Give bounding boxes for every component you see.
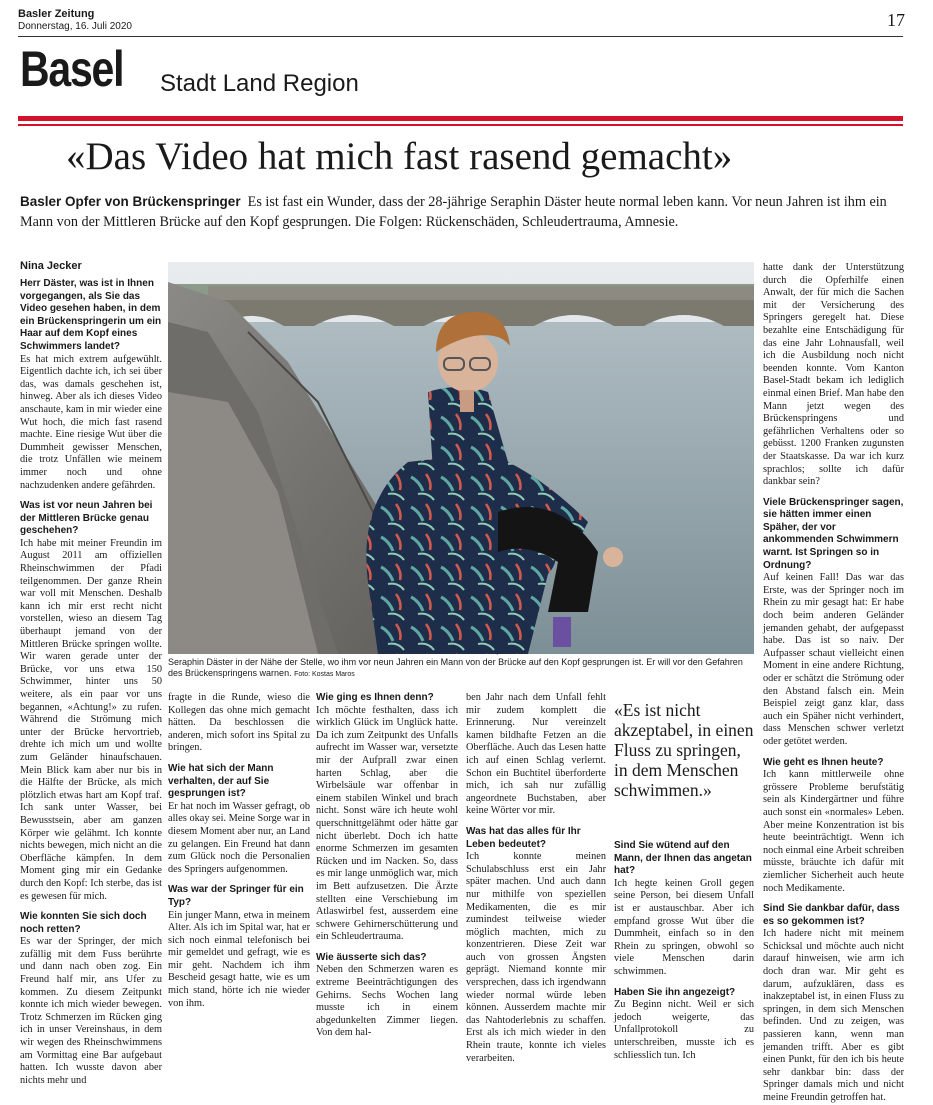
photo-caption <box>168 657 754 680</box>
author-byline: Nina Jecker <box>20 260 82 272</box>
interview-answer: ben Jahr nach dem Unfall fehlt mir zudem komplett die Erinnerung. Nur vereinzelt kamen bildhafte Fetzen an die Oberfläche. Auch das Lesen hatte ich auf einen Schlag verlernt. Schon ein Buchtitel überforderte mich, ich sah nur zufällig angeordnete Buchstaben, aber keine Wörter vor mir. <box>466 692 606 817</box>
interview-question: Wie ging es Ihnen denn? <box>316 692 434 703</box>
publication-date: Donnerstag, 16. Juli 2020 <box>18 21 132 32</box>
interview-question: Viele Brückenspringer sagen, sie hätten immer einen Späher, der vor ankommenden Schwimmern warnt. Ist Springen so in Ordnung? <box>763 496 904 571</box>
section-subtitle: Stadt Land Region <box>160 70 359 97</box>
interview-question: Sind Sie dankbar dafür, dass es so gekommen ist? <box>763 903 900 927</box>
lead-text: Es ist fast ein Wunder, dass der 28-jährige Seraphin Däster heute normal leben kann. Vor neun Jahren ist ihm ein Mann von der Mittleren Brücke auf den Kopf gesprungen. Die Folgen: Rückenschäden, Schleudertrauma, Amnesie. <box>20 194 887 230</box>
interview-answer: fragte in die Runde, wieso die Kollegen das ohne mich gemacht hätten. Da beschlossen die anderen, mich sofort ins Spital zu bringen. <box>168 692 310 754</box>
newspaper-name: Basler Zeitung <box>18 8 95 20</box>
photo-illustration <box>168 262 754 654</box>
interview-answer: Auf keinen Fall! Das war das Erste, was der Springer noch im Rhein zu mir gesagt hat: Er habe doch beim anderen Geländer jemanden gehabt, der aufgepasst habe. Das ist so naiv. Der Aufpasser schaut vielleicht einen Moment in eine andere Richtung, oder er schätzt die Strömung oder den Abstand falsch ein. Mein Beispiel zeigt ganz klar, dass auch ein Späher nicht verhindert, dass Menschen schwer verletzt oder getötet werden. <box>763 572 904 747</box>
interview-answer: Neben den Schmerzen waren es extreme Beeinträchtigungen des Gehirns. Sechs Wochen lang musste ich in einem abgedunkelten Zimmer liegen. Von dem hal- <box>316 964 458 1039</box>
interview-question: Wie geht es Ihnen heute? <box>763 756 884 768</box>
interview-question: Sind Sie wütend auf den Mann, der Ihnen das angetan hat? <box>614 840 752 877</box>
interview-question: Was hat das alles für Ihr Leben bedeutet? <box>466 825 581 850</box>
interview-question: Haben Sie ihn angezeigt? <box>614 986 736 998</box>
interview-question: Was ist vor neun Jahren bei der Mittleren Brücke genau geschehen? <box>20 500 153 537</box>
interview-question: Herr Däster, was ist in Ihnen vorgegangen, als Sie das Video gesehen haben, in dem ein Brückenspringerin um ein Haar auf dem Kopf eines Schwimmers landet? <box>20 278 162 352</box>
article-column-5 <box>614 840 754 1061</box>
interview-answer: Ein junger Mann, etwa in meinem Alter. Als ich im Spital war, hat er sich noch einmal telefonisch bei mir gemeldet und gefragt, wie es mir geht. Nachdem ich ihm Bescheid gesagt hatte, wie es um mich stand, hörte ich nie wieder von ihm. <box>168 909 310 1009</box>
article-column-6 <box>763 262 904 1103</box>
article-column-1 <box>20 278 162 1086</box>
photo-credit: Foto: Kostas Maros <box>294 671 355 678</box>
interview-answer: hatte dank der Unterstützung durch die Opferhilfe einen Anwalt, der für mich die Sachen mit der Versicherung des Springers geregelt hat. Diese bezahlte eine Entschädigung für das eine Jahr Lohnausfall, weil ich die Ausbildung noch nicht beenden konnte. Vom Kanton Basel-Stadt bekam ich lediglich einmal einen Brief. Man habe den Mann jetzt wegen des Brückenspringens und gefährlichen Verhaltens oder so gebüsst. 1200 Franken zugunsten der Staatskasse. Da war ich kurz sprachlos; sollte ich dafür dankbar sein? <box>763 262 904 488</box>
article-photo <box>168 262 754 654</box>
interview-answer: Ich konnte meinen Schulabschluss erst ein Jahr später machen. Und auch dann nur mithilfe von speziellen Medikamenten, die es mir zumindest teilweise wieder möglich machten, mich zu konzentrieren. Diese Zeit war auch von grossen Ängsten geprägt. Niemand konnte mir versprechen, dass ich irgendwann wieder normal würde leben können. Ausserdem machte mir das Nahtoderlebnis zu schaffen. Erst als ich mich wieder in den Rhein traute, konnte ich vieles verarbeiten. <box>466 851 606 1064</box>
interview-question: Was war der Springer für ein Typ? <box>168 884 304 908</box>
interview-question: Wie konnten Sie sich doch noch retten? <box>20 911 147 935</box>
interview-answer: Er hat noch im Wasser gefragt, ob alles okay sei. Meine Sorge war in diesem Moment aber nur, an Land zu gelangen. Ein Freund hat dann zum Glück noch die Personalien des Springers aufgenommen. <box>168 800 310 875</box>
pull-quote: «Es ist nicht akzeptabel, in einen Fluss zu springen, in dem Menschen schwimmen.» <box>614 700 754 800</box>
article-column-2 <box>168 692 310 1022</box>
article-column-4 <box>466 692 606 1064</box>
header-rule <box>18 36 903 37</box>
interview-question: Wie hat sich der Mann verhalten, der auf Sie gesprungen ist? <box>168 762 274 800</box>
interview-answer: Ich habe mit meiner Freundin im August 2011 am offiziellen Rheinschwimmen der Pfadi teilgenommen. Der ganze Rhein war voll mit Menschen. Deshalb kann ich mir erst recht nicht vorstellen, wieso an diesem Tag überhaupt jemand von der Mittleren Brücke springen wollte. Wir waren gerade unter der Brücke, vor uns etwa 150 Schwimmer, hinter uns 50 weitere, als ein paar vor uns begannen, «Achtung!» zu rufen. Während die Strömung mich unter der Brücke hervortrieb, drehte ich mich um und wollte zum Geländer hinaufschauen. Mein Blick kam aber nur bis in die Hälfte der Brücke, als mich plötzlich etwas hart am Kopf traf. Ich sank unter Wasser, bei Bewusstsein, aber am ganzen Körper wie gelähmt. Ich konnte nichts bewegen, mich nicht an die Oberfläche kämpfen. In dem Moment ging mir ein Gedanke durch den Kopf: Ich sterbe, das ist es gewesen für mich. <box>20 537 162 902</box>
section-rule-thin <box>18 124 903 126</box>
article-headline: «Das Video hat mich fast rasend gemacht» <box>66 135 733 178</box>
article-lead <box>20 192 900 232</box>
interview-answer: Ich kann mittlerweile ohne grössere Probleme berufstätig sein als Kindergärtner und führe auch sonst ein «normales» Leben. Aber meine Konzentration ist bis heute beeinträchtigt. Wenn ich noch einmal eine Arbeit schreiben müsste, bräuchte ich dafür mit ziemlicher Sicherheit auch heute noch Medikamente. <box>763 769 904 894</box>
lead-kicker: Basler Opfer von Brückenspringer <box>20 194 241 209</box>
interview-answer: Es war der Springer, der mich zufällig mit dem Fuss berührte und dann nach oben zog. Ein Freund half mir, ans Ufer zu kommen. Zu diesem Zeitpunkt konnte ich mich wieder bewegen. Trotz Schmerzen im Rücken ging ich in unser Vereinshaus, in dem wir wegen des Rheinschwimmens am Vormittag eine Bar aufgebaut hatten. Ich wusste davon aber nichts mehr und <box>20 936 162 1086</box>
interview-answer: Es hat mich extrem aufgewühlt. Eigentlich dachte ich, ich sei über das, was damals geschehen ist, hinweg. Aber als ich dieses Video anschaute, kam in mir wieder eine Wut hoch, die mich fast rasend machte. Eine riesige Wut über die Dummheit gewisser Menschen, die trotz Unfällen wie meinem immer noch und ohne nachzudenken andere gefährden. <box>20 353 162 491</box>
interview-question: Wie äusserte sich das? <box>316 951 427 963</box>
interview-answer: Zu Beginn nicht. Weil er sich jedoch weigerte, das Unfallprotokoll zu unterschreiben, musste ich es schliesslich tun. Ich <box>614 999 754 1061</box>
interview-answer: Ich möchte festhalten, dass ich wirklich Glück im Unglück hatte. Da ich zum Zeitpunkt des Unfalls aufrecht im Wasser war, versetzte mir der Aufprall zwar einen harten Schlag, aber die Wirbelsäule war offenbar in einem stabilen Winkel und brach nicht. Sonst wäre ich heute wohl querschnittgelähmt oder hätte gar nicht überlebt. Doch ich hatte enorme Schmerzen im gesamten Rücken und im Nacken. So, dass es mir lange unmöglich war, mich im Bett aufzusetzen. Die Ärzte stellten eine Verschiebung im Atlaswirbel fest, ausserdem eine schwere Gehirnerschütterung und ein Schleudertrauma. <box>316 704 458 943</box>
section-title: Basel <box>20 41 124 97</box>
interview-answer: Ich hadere nicht mit meinem Schicksal und möchte auch nicht darauf hinweisen, wie arm ich doch dran war. Mir geht es darum, aufzuklären, dass es inakzeptabel ist, in einen Fluss zu springen, in dem sich Menschen befinden. Und zu zeigen, was passieren kann, wenn man jemanden trifft. Aber es gibt einen Punkt, für den ich bis heute sehr dankbar bin: dass der Springer damals mich und nicht meine Freundin getroffen hat. <box>763 928 904 1103</box>
section-rule-thick <box>18 116 903 121</box>
interview-answer: Ich hegte keinen Groll gegen seine Person, bei diesem Unfall ist er austauschbar. Aber ich empfand grosse Wut über die Dummheit, einfach so in den Rhein zu springen, obwohl so viele Menschen darin schwimmen. <box>614 877 754 977</box>
page-number: 17 <box>887 10 905 30</box>
article-column-3 <box>316 692 458 1039</box>
caption-text: Seraphin Däster in der Nähe der Stelle, wo ihm vor neun Jahren ein Mann von der Brücke auf den Kopf gesprungen ist. Er will vor den Gefahren des Brückenspringens warnen. <box>168 657 743 678</box>
